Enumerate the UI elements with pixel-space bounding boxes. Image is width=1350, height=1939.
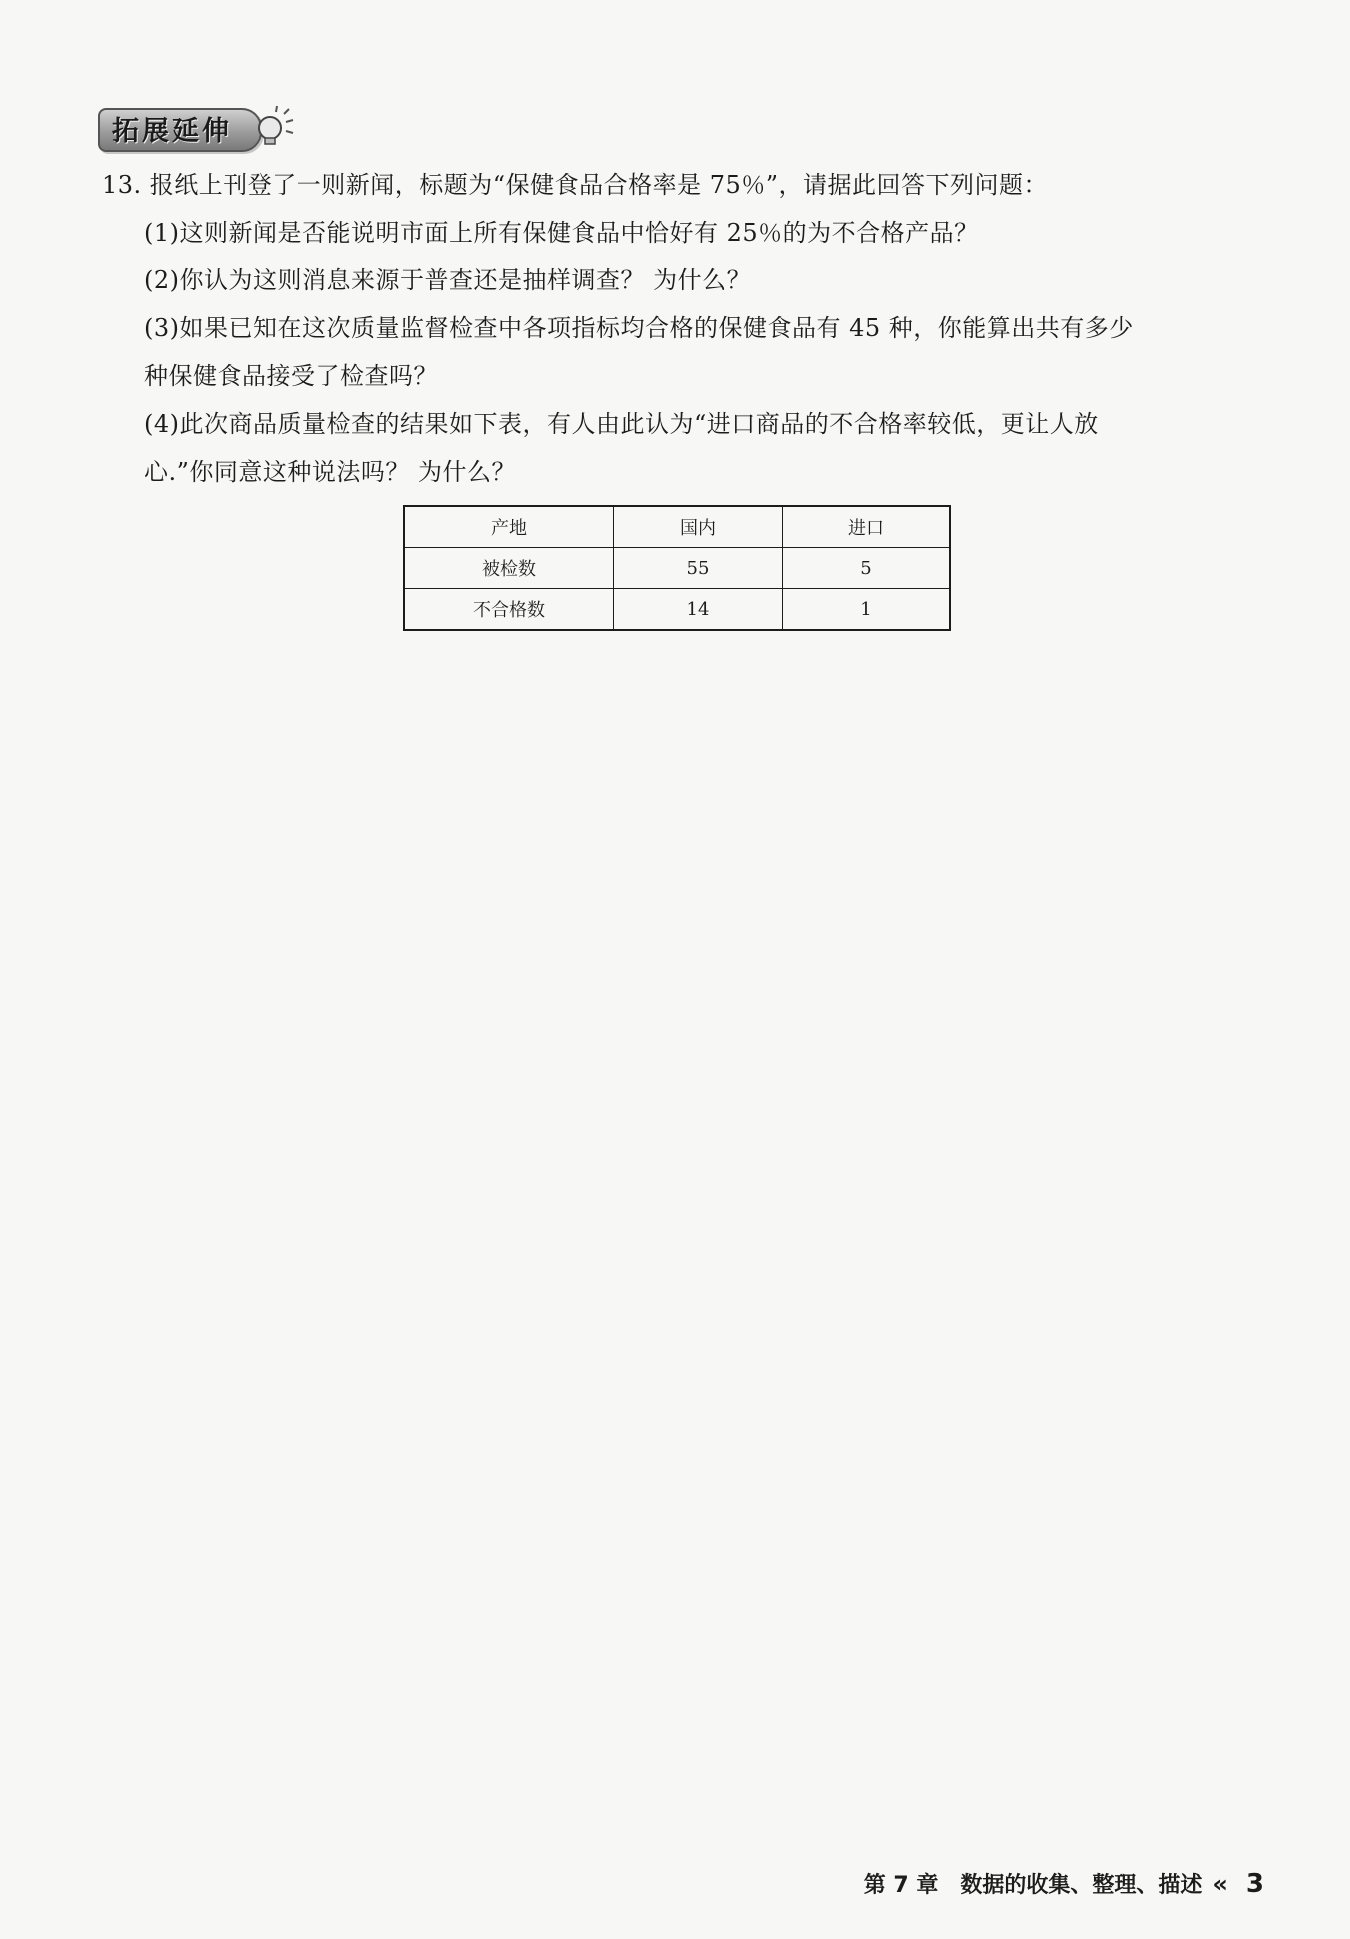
double-chevron-left-icon: «: [1212, 1869, 1224, 1898]
question-13-part-4-line-2: 心.”你同意这种说法吗？ 为什么？: [144, 458, 517, 486]
table-cell: 1: [783, 589, 951, 631]
table-cell: 55: [614, 548, 783, 589]
table-cell: 不合格数: [404, 589, 614, 631]
page-footer: [864, 1868, 1264, 1899]
table-row: [404, 589, 950, 631]
table-cell: 进口: [783, 506, 951, 548]
page-number: 3: [1245, 1868, 1264, 1899]
chapter-title: 数据的收集、整理、描述: [960, 1873, 1203, 1898]
question-13-part-2: (2)你认为这则消息来源于普查还是抽样调查？ 为什么？: [144, 266, 752, 294]
question-13-part-3-line-2: 种保健食品接受了检查吗？: [144, 362, 438, 390]
question-13-part-3-line-1: (3)如果已知在这次质量监督检查中各项指标均合格的保健食品有 45 种，你能算出共有多少: [144, 314, 1134, 342]
section-title: 拓展延伸: [112, 115, 232, 147]
table-cell: 国内: [614, 506, 783, 548]
inspection-results-table: [403, 505, 951, 631]
chapter-label: 第 7 章: [863, 1873, 939, 1898]
lightbulb-icon: [256, 104, 296, 152]
table-cell: 5: [783, 548, 951, 589]
table-cell: 被检数: [404, 548, 614, 589]
table-cell: 14: [614, 589, 783, 631]
table-cell: 产地: [404, 506, 614, 548]
table-header-row: [404, 506, 950, 548]
question-13-part-4-line-1: (4)此次商品质量检查的结果如下表，有人由此认为“进口商品的不合格率较低，更让人放: [144, 410, 1099, 438]
question-13-part-1: (1)这则新闻是否能说明市面上所有保健食品中恰好有 25％的为不合格产品？: [144, 219, 979, 247]
question-13-stem: 13. 报纸上刊登了一则新闻，标题为“保健食品合格率是 75％”，请据此回答下列问题：: [102, 171, 1049, 199]
table-row: [404, 548, 950, 589]
section-banner: [98, 104, 294, 152]
